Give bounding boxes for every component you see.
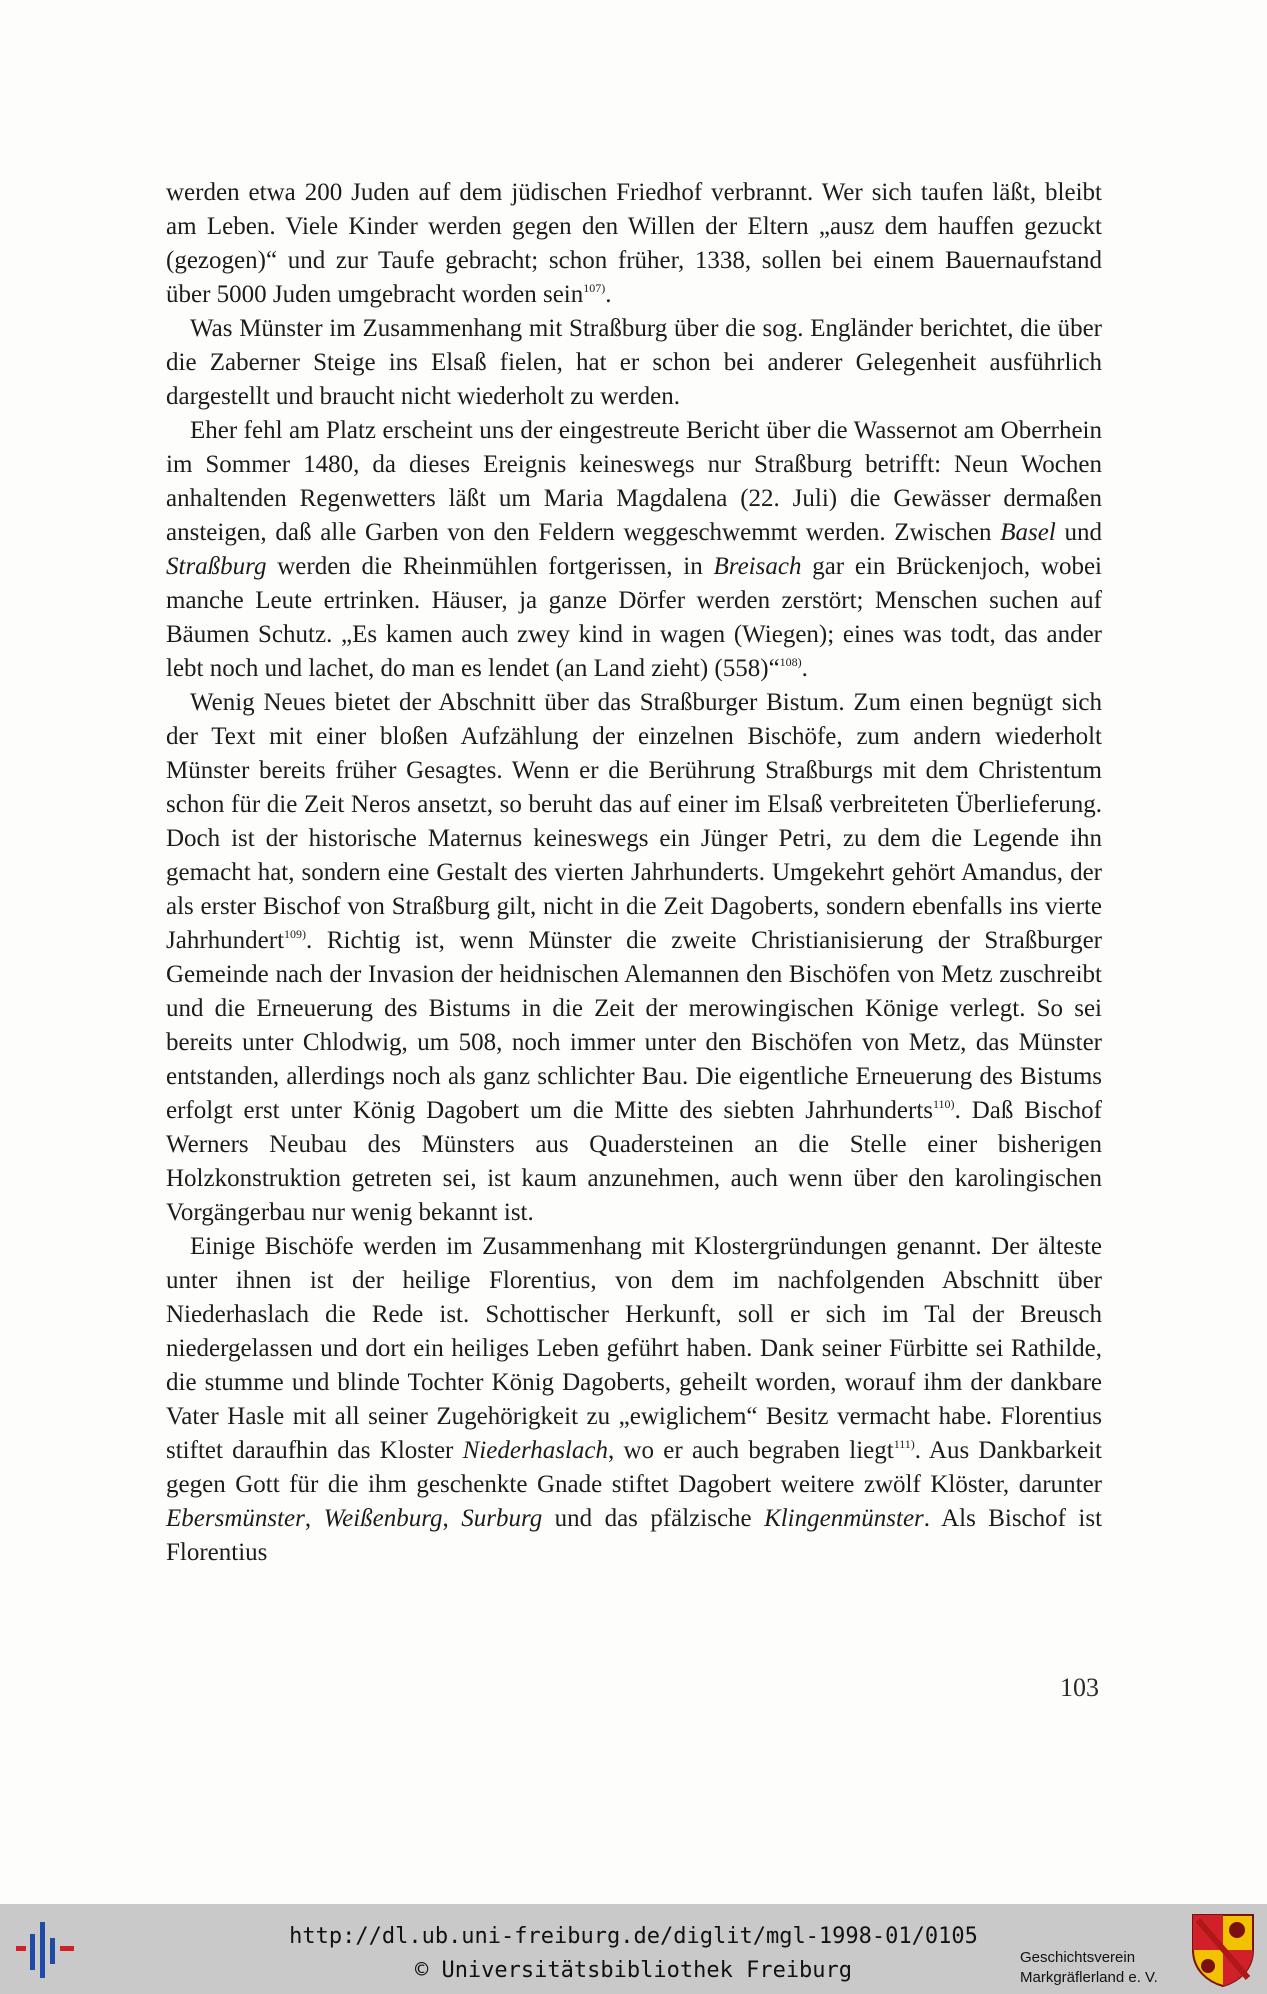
footnote-marker: 110) bbox=[933, 1097, 955, 1111]
text-run: , bbox=[442, 1505, 462, 1532]
viewer-footer bbox=[0, 1904, 1267, 1994]
text-run: Wenig Neues bietet der Abschnitt über das Straßburger Bistum. Zum einen begnügt sich der Text mit einer bloßen Aufzählung der einzelnen Bischöfe, zum andern wiederholt Münster bereits früher Gesagtes. Wenn er die Berührung Straßburgs mit dem Christentum schon für die Zeit Neros ansetzt, so beruht das auf einer im Elsaß verbreiteten Überlieferung. Doch ist der historische Maternus keineswegs ein Jünger Petri, zu dem die Legende ihn gemacht hat, sondern eine Gestalt des vierten Jahrhunderts. Umgekehrt gehört Amandus, der als erster Bischof von Straßburg gilt, nicht in die Zeit Dagoberts, sondern ebenfalls ins vierte Jahrhundert bbox=[166, 689, 1102, 954]
paragraph bbox=[166, 1230, 1102, 1570]
paragraph bbox=[166, 312, 1102, 414]
society-line-1: Geschichtsverein bbox=[1020, 1949, 1136, 1966]
text-run: . bbox=[801, 655, 808, 682]
body-text bbox=[166, 176, 1102, 1570]
footnote-marker: 111) bbox=[893, 1437, 915, 1451]
text-run: . bbox=[605, 281, 612, 308]
paragraph bbox=[166, 414, 1102, 686]
footnote-marker: 107) bbox=[583, 281, 606, 295]
italic-place-name: Breisach bbox=[713, 553, 802, 580]
italic-place-name: Straßburg bbox=[166, 553, 267, 580]
text-run: werden die Rheinmühlen fortgerissen, in bbox=[266, 553, 714, 580]
paragraph bbox=[166, 686, 1102, 1230]
society-name bbox=[1020, 1948, 1158, 1988]
paragraph bbox=[166, 176, 1102, 312]
text-run: und bbox=[1055, 519, 1103, 546]
italic-place-name: Basel bbox=[1000, 519, 1056, 546]
italic-place-name: Ebersmünster bbox=[166, 1505, 305, 1532]
footnote-marker: 108) bbox=[779, 655, 802, 669]
society-line-2: Markgräflerland e. V. bbox=[1020, 1969, 1158, 1986]
footer-copyright: © Universitätsbibliothek Freiburg bbox=[414, 1958, 853, 1983]
page-number: 103 bbox=[1060, 1673, 1099, 1702]
footer-url[interactable]: http://dl.ub.uni-freiburg.de/diglit/mgl-1998-01/0105 bbox=[289, 1924, 978, 1949]
text-run: , bbox=[304, 1505, 324, 1532]
text-run: . Richtig ist, wenn Münster die zweite Christianisierung der Straßburger Gemeinde nach der Invasion der heidnischen Alemannen den Bischöfen von Metz zuschreibt und die Erneuerung des Bistums in die Zeit der merowingischen Könige verlegt. So sei bereits unter Chlodwig, um 508, noch immer unter den Bischöfen von Metz, das Münster entstanden, allerdings noch als ganz schlichter Bau. Die eigentliche Erneuerung des Bistums erfolgt erst unter König Dagobert um die Mitte des siebten Jahrhunderts bbox=[166, 927, 1102, 1124]
text-run: , wo er auch begraben liegt bbox=[608, 1437, 894, 1464]
text-run: werden etwa 200 Juden auf dem jüdischen Friedhof verbrannt. Wer sich taufen läßt, bleibt am Leben. Viele Kinder werden gegen den Willen der Eltern „ausz dem hauffen gezuckt (gezogen)“ und zur Taufe gebracht; schon früher, 1338, sollen bei einem Bauernaufstand über 5000 Juden umgebracht worden sein bbox=[166, 179, 1102, 308]
text-run: gar ein Brückenjoch, wobei manche Leute ertrinken. Häuser, ja ganze Dörfer werden zerstört; Menschen suchen auf Bäumen Schutz. „Es kamen auch zwey kind in wagen (Wiegen); eines was todt, das ander lebt noch und lachet, do man es lendet (an Land zieht) (558)“ bbox=[166, 553, 1102, 682]
text-run: und das pfälzische bbox=[542, 1505, 765, 1532]
text-run: . Als Bischof ist Florentius bbox=[166, 1505, 1103, 1566]
text-run: Eher fehl am Platz erscheint uns der eingestreute Bericht über die Wassernot am Oberrhein im Sommer 1480, da dieses Ereignis keineswegs nur Straßburg betrifft: Neun Wochen anhaltenden Regenwetters läßt um Maria Magdalena (22. Juli) die Gewässer dermaßen ansteigen, daß alle Garben von den Feldern weggeschwemmt werden. Zwischen bbox=[166, 417, 1102, 546]
text-run: . Aus Dankbarkeit gegen Gott für die ihm geschenkte Gnade stiftet Dagobert weitere zwölf Klöster, darunter bbox=[166, 1437, 1102, 1498]
italic-place-name: Surburg bbox=[461, 1505, 543, 1532]
text-run: . Daß Bischof Werners Neubau des Münsters aus Quadersteinen an die Stelle einer bisherigen Holzkonstruktion getreten sei, ist kaum anzunehmen, auch wenn über den karolingischen Vorgängerbau nur wenig bekannt ist. bbox=[166, 1097, 1103, 1226]
text-run: Einige Bischöfe werden im Zusammenhang mit Klostergründungen genannt. Der älteste unter ihnen ist der heilige Florentius, von dem im nachfolgenden Abschnitt über Niederhaslach die Rede ist. Schottischer Herkunft, soll er sich im Tal der Breusch niedergelassen und dort ein heiliges Leben geführt haben. Dank seiner Fürbitte sei Rathilde, die stumme und blinde Tochter König Dagoberts, geheilt worden, worauf ihm der dankbare Vater Hasle mit all seiner Zugehörigkeit zu „ewiglichem“ Besitz vermacht habe. Florentius stiftet daraufhin das Kloster bbox=[166, 1233, 1102, 1464]
italic-place-name: Klingenmünster bbox=[764, 1505, 924, 1532]
italic-place-name: Niederhaslach bbox=[462, 1437, 608, 1464]
footnote-marker: 109) bbox=[284, 927, 307, 941]
text-run: Was Münster im Zusammenhang mit Straßburg über die sog. Engländer berichtet, die über die Zaberner Steige ins Elsaß fielen, hat er schon bei anderer Gelegenheit ausführlich dargestellt und braucht nicht wiederholt zu werden. bbox=[166, 315, 1102, 410]
coat-of-arms-icon bbox=[1190, 1912, 1256, 1988]
italic-place-name: Weißenburg bbox=[323, 1505, 443, 1532]
